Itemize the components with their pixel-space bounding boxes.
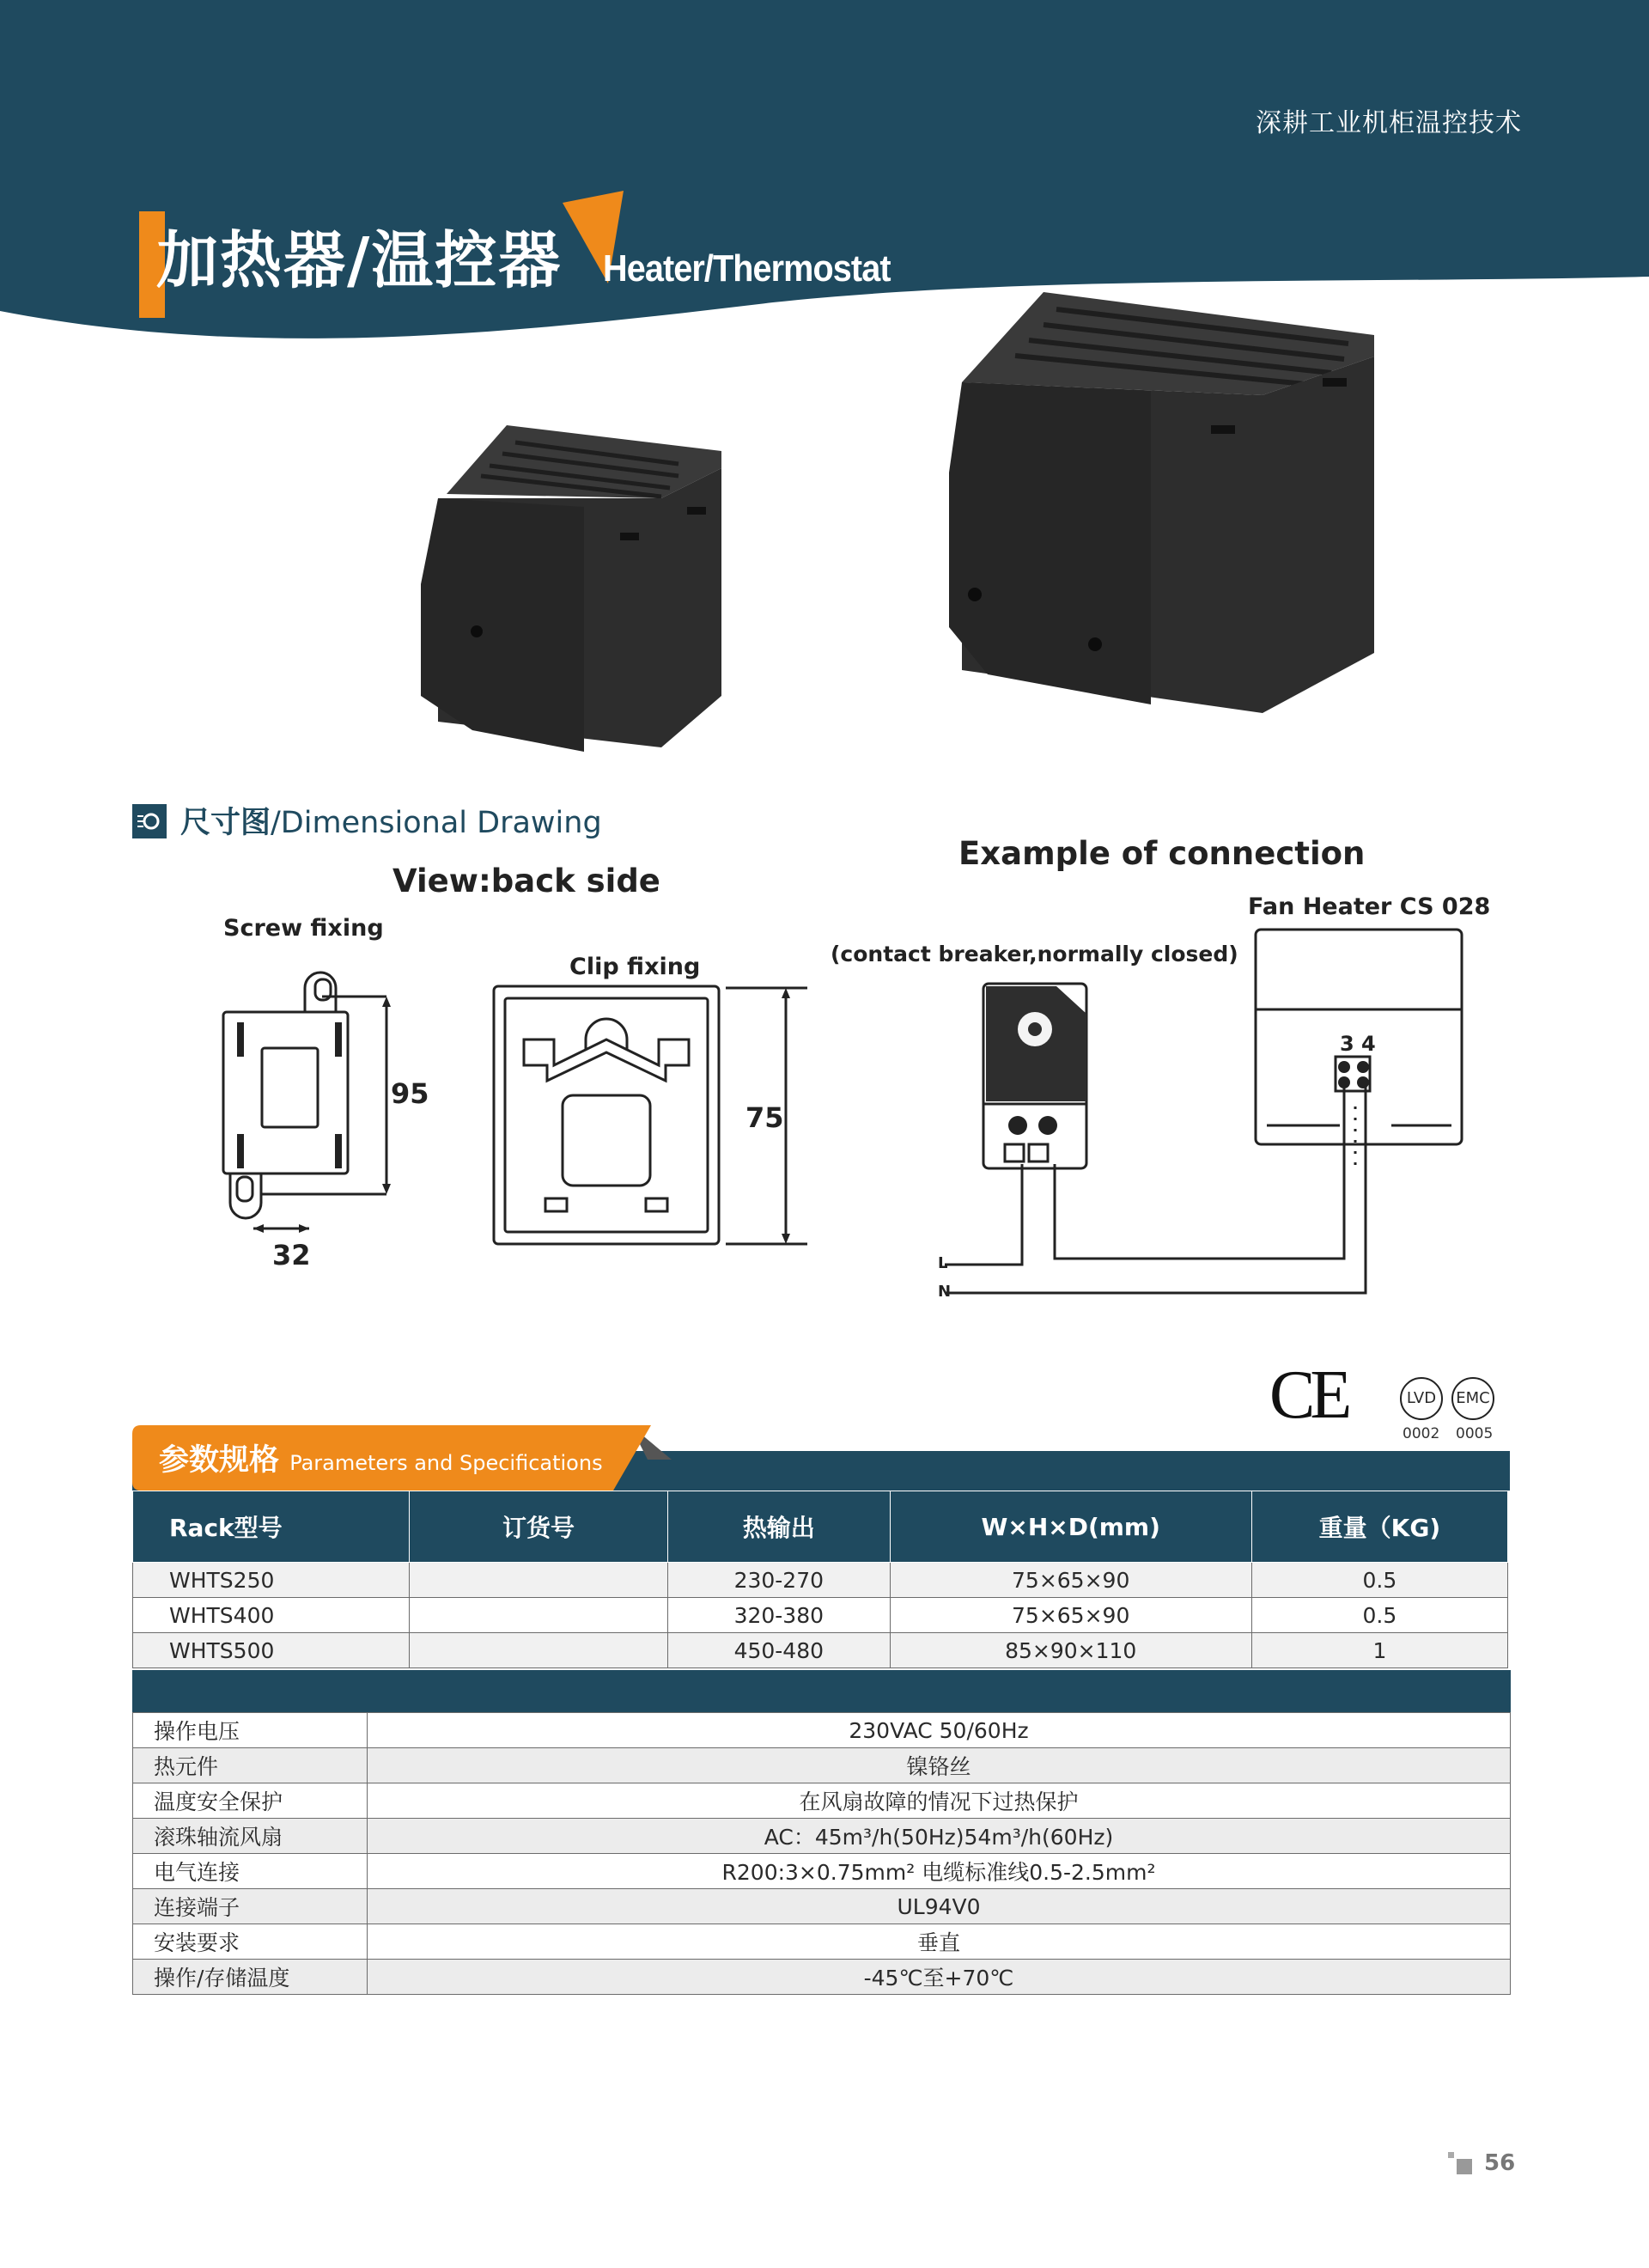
breaker-label: (contact breaker,normally closed) (831, 942, 1238, 966)
param-key: 热元件 (133, 1748, 368, 1783)
cell-model: WHTS400 (133, 1598, 410, 1633)
param-key: 温度安全保护 (133, 1783, 368, 1819)
cell-output: 320-380 (667, 1598, 890, 1633)
cell-weight: 1 (1251, 1633, 1507, 1668)
param-key: 操作电压 (133, 1713, 368, 1748)
cell-dimensions: 85×90×110 (890, 1633, 1251, 1668)
small-heater-photo (404, 412, 730, 765)
table-divider-band (132, 1670, 1511, 1713)
param-row (133, 1924, 1511, 1960)
parameter-table (132, 1712, 1511, 1995)
param-value: R200:3×0.75mm² 电缆标准线0.5-2.5mm² (368, 1854, 1511, 1889)
param-value: 镍铬丝 (368, 1748, 1511, 1783)
cell-weight: 0.5 (1251, 1563, 1507, 1598)
page-number: 56 (1484, 2150, 1516, 2176)
dimensional-section-title (180, 799, 602, 842)
header-banner (0, 0, 1649, 361)
fan-heater-label: Fan Heater CS 028 (1248, 893, 1491, 920)
dim-75-label: 75 (745, 1101, 784, 1134)
cell-model: WHTS500 (133, 1633, 410, 1668)
clip-fixing-label: Clip fixing (569, 954, 701, 980)
param-value: AC：45m³/h(50Hz)54m³/h(60Hz) (368, 1819, 1511, 1854)
dimension-section-icon (132, 804, 167, 838)
param-key: 连接端子 (133, 1889, 368, 1924)
col-header-model: Rack型号 (133, 1491, 410, 1563)
cell-output: 230-270 (667, 1563, 890, 1598)
company-slogan: 深耕工业机柜温控技术 (1256, 108, 1522, 138)
table-row (133, 1633, 1508, 1668)
col-header-output: 热输出 (667, 1491, 890, 1563)
params-section-title (159, 1436, 603, 1479)
col-header-order: 订货号 (409, 1491, 667, 1563)
dim-32-label: 32 (272, 1239, 311, 1271)
lvd-badge: LVD (1400, 1377, 1443, 1420)
cell-output: 450-480 (667, 1633, 890, 1668)
dimensional-title-cn: 尺寸图 (180, 806, 271, 840)
param-key: 操作/存储温度 (133, 1960, 368, 1995)
view-back-title: View:back side (392, 863, 660, 899)
table-row (133, 1598, 1508, 1633)
cell-model: WHTS250 (133, 1563, 410, 1598)
connection-title: Example of connection (958, 835, 1366, 872)
col-header-weight: 重量（KG) (1251, 1491, 1507, 1563)
emc-badge: EMC (1451, 1377, 1494, 1420)
param-key: 安装要求 (133, 1924, 368, 1960)
params-title-cn: 参数规格 (159, 1443, 280, 1478)
screw-fixing-drawing (215, 971, 404, 1254)
cell-dimensions: 75×65×90 (890, 1563, 1251, 1598)
param-row (133, 1783, 1511, 1819)
screw-fixing-label: Screw fixing (223, 915, 384, 942)
dim-95-label: 95 (391, 1077, 429, 1110)
param-row (133, 1713, 1511, 1748)
lvd-code: 0002 (1403, 1425, 1440, 1442)
page-title-cn: 加热器/温控器 (156, 224, 563, 296)
spec-table-header (133, 1491, 1508, 1563)
page-number-icon (1448, 2152, 1476, 2176)
cell-order (409, 1598, 667, 1633)
spec-table (132, 1491, 1508, 1668)
param-row (133, 1854, 1511, 1889)
param-key: 滚珠轴流风扇 (133, 1819, 368, 1854)
param-row (133, 1819, 1511, 1854)
emc-code: 0005 (1456, 1425, 1494, 1442)
cell-order (409, 1563, 667, 1598)
params-title-en: Parameters and Specifications (289, 1451, 603, 1475)
line-L-label: L (938, 1254, 948, 1272)
ce-mark: CE (1269, 1357, 1348, 1433)
cell-weight: 0.5 (1251, 1598, 1507, 1633)
cell-dimensions: 75×65×90 (890, 1598, 1251, 1633)
param-value: 在风扇故障的情况下过热保护 (368, 1783, 1511, 1819)
param-row (133, 1748, 1511, 1783)
param-value: 垂直 (368, 1924, 1511, 1960)
param-value: 230VAC 50/60Hz (368, 1713, 1511, 1748)
param-value: UL94V0 (368, 1889, 1511, 1924)
line-N-label: N (938, 1283, 952, 1301)
page-title-en: Heater/Thermostat (603, 247, 891, 290)
dimensional-title-en: /Dimensional Drawing (271, 806, 602, 840)
cell-order (409, 1633, 667, 1668)
param-row (133, 1889, 1511, 1924)
param-value: -45℃至+70℃ (368, 1960, 1511, 1995)
connection-diagram (945, 919, 1477, 1306)
param-key: 电气连接 (133, 1854, 368, 1889)
col-header-dimensions: W×H×D(mm) (890, 1491, 1251, 1563)
terminal-label: 3 4 (1340, 1032, 1376, 1056)
large-heater-photo (936, 284, 1383, 722)
table-row (133, 1563, 1508, 1598)
param-row (133, 1960, 1511, 1995)
